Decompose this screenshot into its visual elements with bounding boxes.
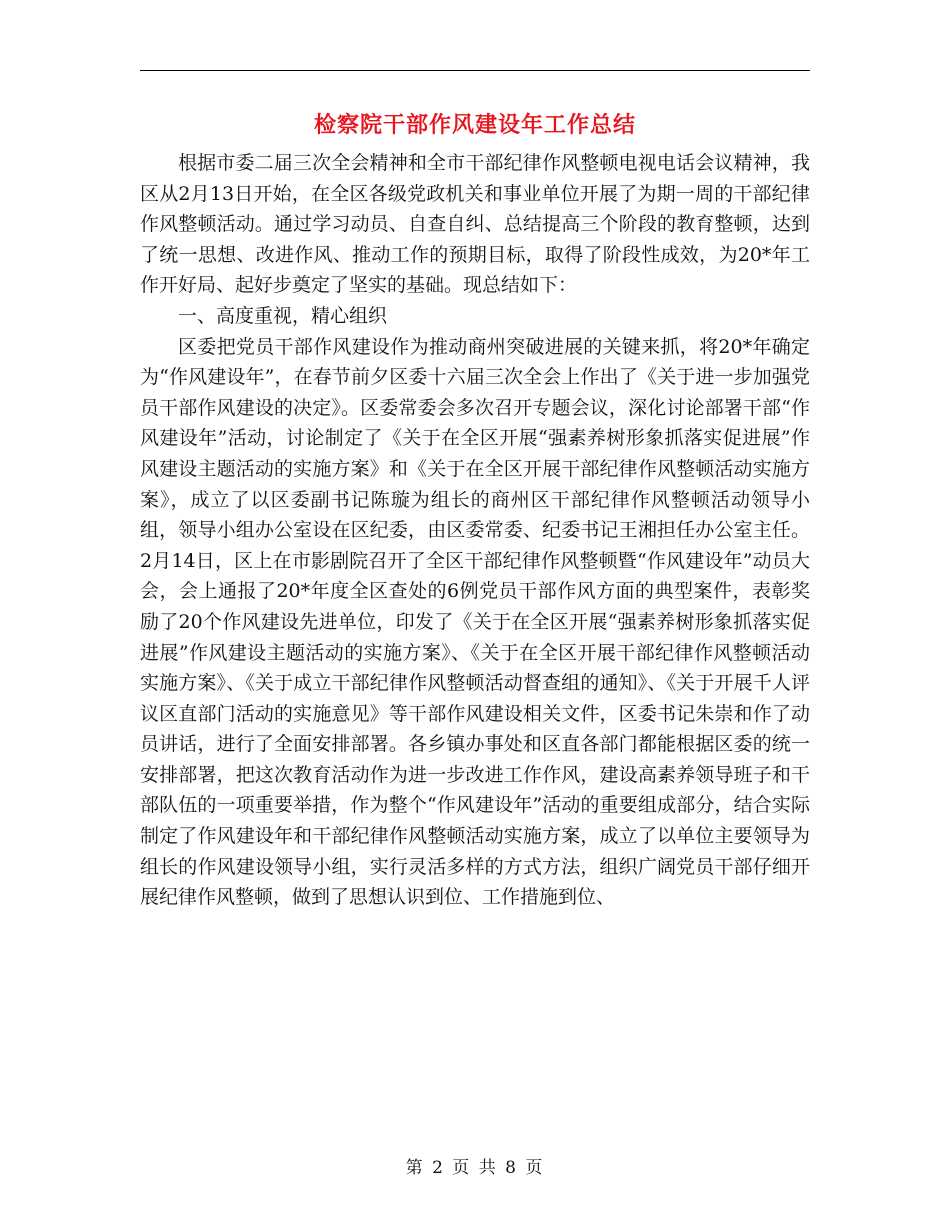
document-title: 检察院干部作风建设年工作总结	[313, 112, 636, 138]
paragraph-section-1: 区委把党员干部作风建设作为推动商州突破进展的关键来抓，将20*年确定为“作风建设年”，在春节前夕区委十六届三次全会上作出了《关于进一步加强党员干部作风建设的决定》。区委常委会多次召开专题会议，深化讨论部署干部“作风建设年”活动，讨论制定了《关于在全区开展“强素养树形象抓落实促进展”作风建设主题活动的实施方案》和《关于在全区开展干部纪律作风整顿活动实施方案》，成立了以区委副书记陈璇为组长的商州区干部纪律作风整顿活动领导小组，领导小组办公室设在区纪委，由区委常委、纪委书记王湘担任办公室主任。2月14日，区上在市影剧院召开了全区干部纪律作风整顿暨“作风建设年”动员大会，会上通报了20*年度全区查处的6例党员干部作风方面的典型案件，表彰奖励了20个作风建设先进单位，印发了《关于在全区开展“强素养树形象抓落实促进展”作风建设主题活动的实施方案》、《关于在全区开展干部纪律作风整顿活动实施方案》、《关于成立干部纪律作风整顿活动督查组的通知》、《关于开展千人评议区直部门活动的实施意见》等干部作风建设相关文件，区委书记朱崇和作了动员讲话，进行了全面安排部署。各乡镇办事处和区直各部门都能根据区委的统一安排部署，把这次教育活动作为进一步改进工作作风，建设高素养领导班子和干部队伍的一项重要举措，作为整个“作风建设年”活动的重要组成部分，结合实际制定了作风建设年和干部纪律作风整顿活动实施方案，成立了以单位主要领导为组长的作风建设领导小组，实行灵活多样的方式方法，组织广阔党员干部仔细开展纪律作风整顿，做到了思想认识到位、工作措施到位、	[140, 335, 810, 909]
page-number: 第 2 页 共 8 页	[405, 1158, 545, 1178]
paragraph-intro: 根据市委二届三次全会精神和全市干部纪律作风整顿电视电话会议精神，我区从2月13日开始，在全区各级党政机关和事业单位开展了为期一周的干部纪律作风整顿活动。通过学习动员、自查自纠、总结提高三个阶段的教育整顿，达到了统一思想、改进作风、推动工作的预期目标，取得了阶段性成效，为20*年工作开好局、起好步奠定了坚实的基础。现总结如下：	[140, 152, 810, 297]
section-heading-1: 一、高度重视，精心组织	[178, 304, 388, 327]
document-body	[140, 148, 810, 913]
header-rule	[140, 70, 810, 71]
